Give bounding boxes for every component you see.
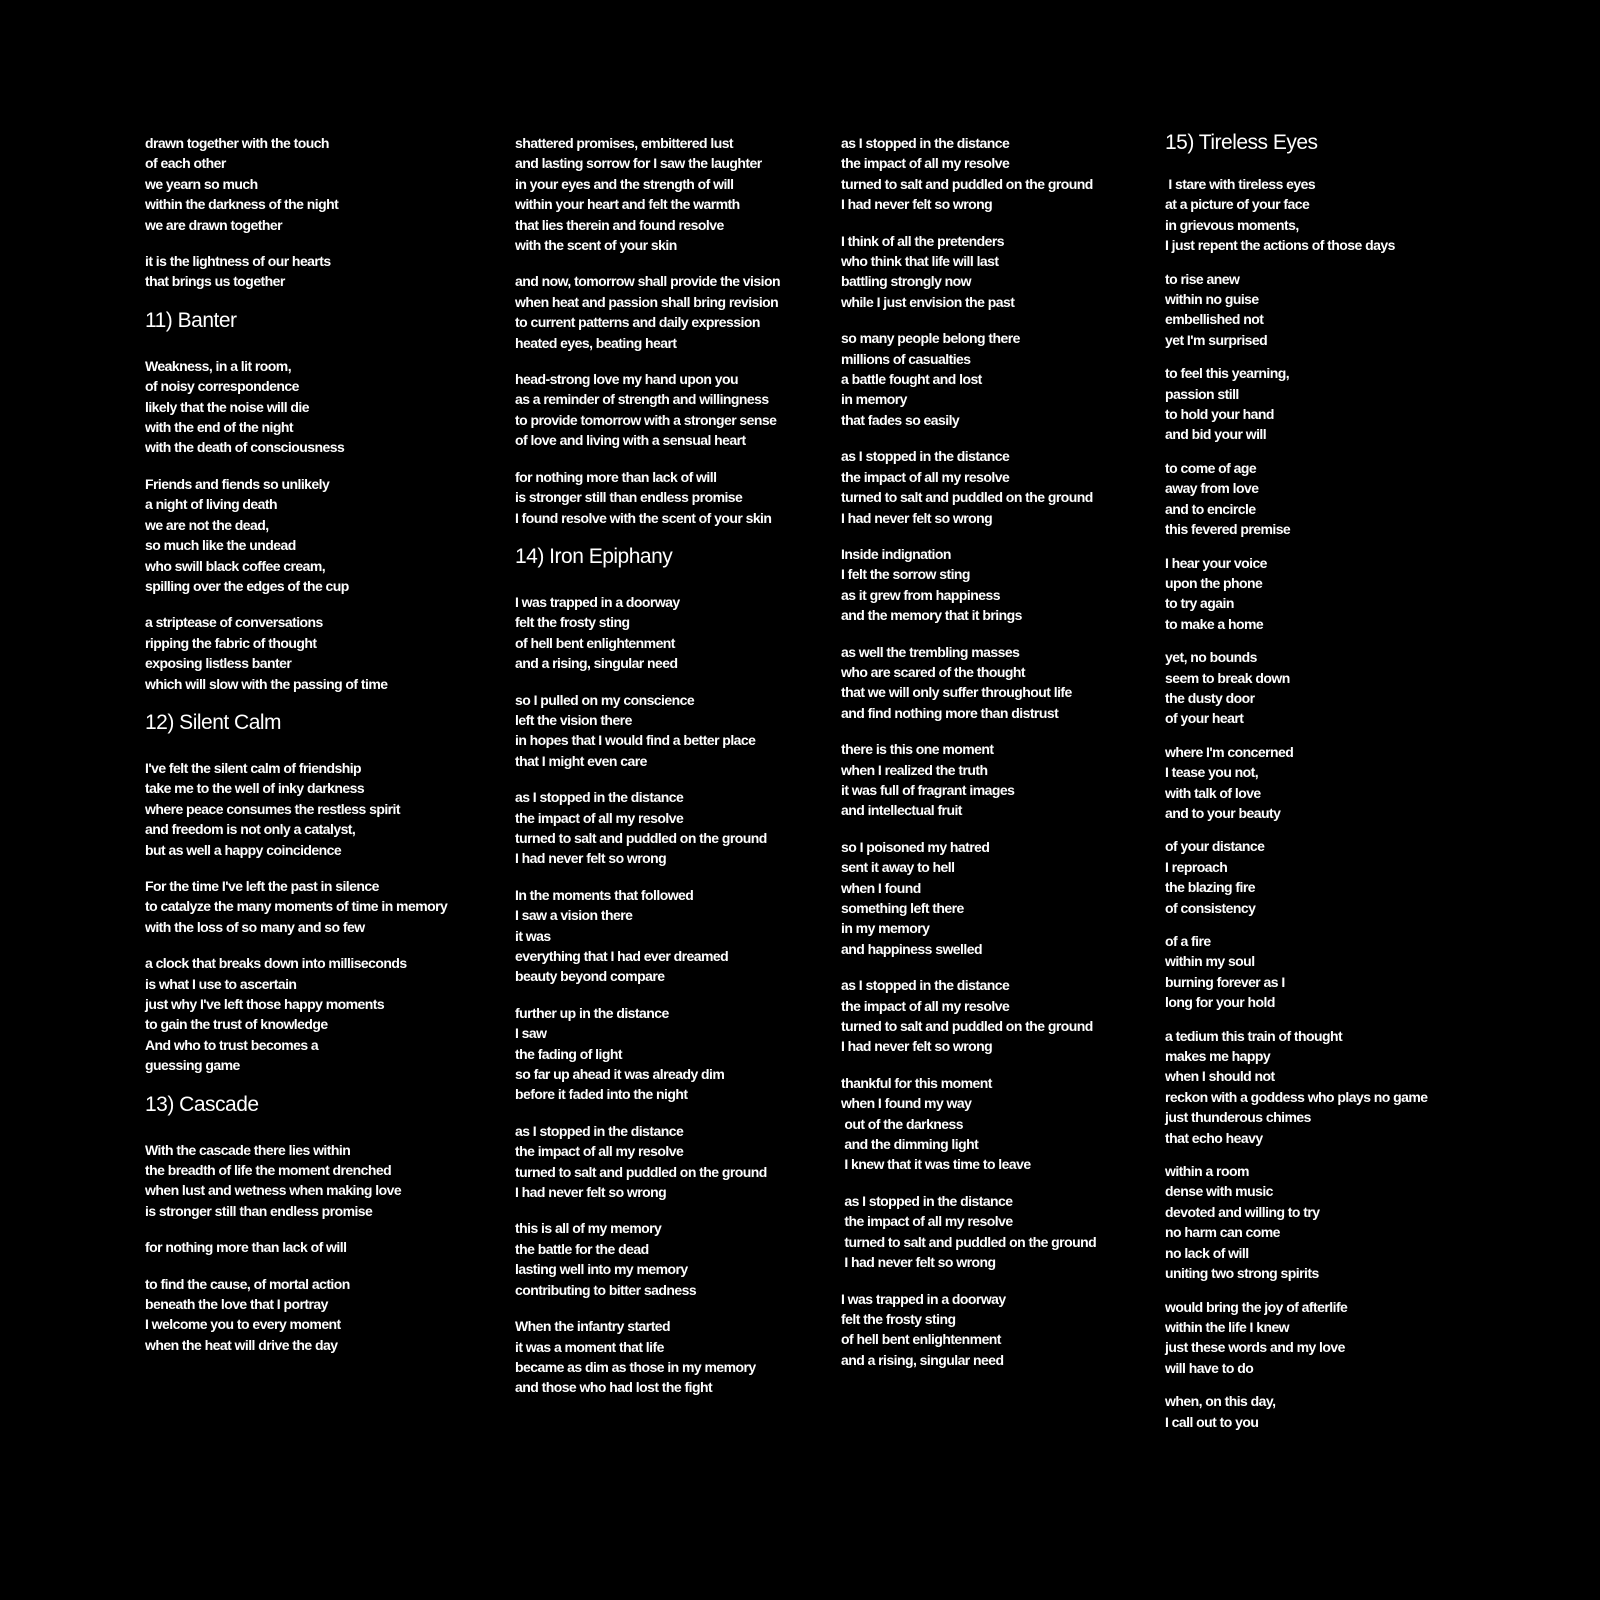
poem-title: 11) Banter [145,308,237,332]
poem-line: I hear your voice [1165,554,1267,571]
poem-line: beauty beyond compare [515,968,665,985]
poem-line: that lies therein and found resolve [515,216,724,233]
poem-line: turned to salt and puddled on the ground [515,1163,767,1180]
column-3 [841,133,1141,1386]
poem-line: is what I use to ascertain [145,975,297,992]
poem-line: I reproach [1165,858,1228,875]
poem-line: of hell bent enlightenment [515,634,675,651]
stanza [145,1140,485,1222]
stanza [515,369,835,451]
poem-line: as it grew from happiness [841,586,1000,603]
poem-line: Friends and fiends so unlikely [145,475,330,492]
poem-line: within my soul [1165,953,1255,970]
poem-line: the impact of all my resolve [841,997,1010,1014]
poem-line: Weakness, in a lit room, [145,357,292,374]
poem-line: just thunderous chimes [1165,1109,1311,1126]
stanza [1165,742,1485,824]
poem-line: with talk of love [1165,784,1261,801]
poem-line: for nothing more than lack of will [515,468,717,485]
poem-line: that echo heavy [1165,1129,1263,1146]
stanza [515,467,835,528]
poem-line: And who to trust becomes a [145,1036,319,1053]
poem-line: of each other [145,155,226,172]
poem-line: further up in the distance [515,1004,669,1021]
poem-line: of noisy correspondence [145,378,299,395]
poem-line: we yearn so much [145,175,258,192]
poem-line: head-strong love my hand upon you [515,371,738,388]
poem-line: this fevered premise [1165,521,1291,538]
poem-line: and now, tomorrow shall provide the vision [515,273,780,290]
poem-line: For the time I've left the past in silence [145,877,379,894]
poem-line: out of the darkness [841,1115,964,1132]
poem-line: the blazing fire [1165,879,1255,896]
poem-line: drawn together with the touch [145,135,329,151]
poem-line: I stare with tireless eyes [1165,176,1316,192]
poem-line: and a rising, singular need [515,655,678,672]
poem-line: When the infantry started [515,1318,671,1335]
poem-line: I saw a vision there [515,907,633,924]
poem-line: who think that life will last [841,253,999,270]
poem-line: a clock that breaks down into milliseconds [145,955,407,972]
poem-line: I welcome you to every moment [145,1316,341,1333]
poem-line: this is all of my memory [515,1220,662,1237]
poem-line: left the vision there [515,711,632,728]
stanza [145,612,485,694]
poem-line: to find the cause, of mortal action [145,1275,350,1292]
poem-line: as a reminder of strength and willingness [515,391,769,408]
poem-line: of love and living with a sensual heart [515,432,746,449]
poem-line: within your heart and felt the warmth [515,196,740,213]
poem-line: as I stopped in the distance [515,789,684,806]
poem-line: uniting two strong spirits [1165,1265,1319,1282]
poem-line: became as dim as those in my memory [515,1358,756,1375]
stanza [1165,931,1485,1013]
poem-line: and to encircle [1165,500,1256,517]
poem-line: of consistency [1165,899,1256,916]
poem-line: to feel this yearning, [1165,365,1290,382]
poem-line: which will slow with the passing of time [145,675,388,692]
poem-line: upon the phone [1165,574,1263,591]
poem-line: in your eyes and the strength of will [515,175,734,192]
poem-line: and a rising, singular need [841,1351,1004,1368]
stanza [145,1237,485,1257]
poem-line: within the darkness of the night [145,196,339,213]
poem-line: in memory [841,391,907,408]
poem-line: within the life I knew [1165,1318,1290,1335]
poem-title: 15) Tireless Eyes [1165,131,1318,154]
stanza [515,690,835,772]
poem-line: we are not the dead, [145,516,269,533]
poem-line: devoted and willing to try [1165,1203,1320,1220]
stanza [1165,836,1485,918]
poem-line: with the loss of so many and so few [145,918,365,935]
poem-line: it was a moment that life [515,1338,664,1355]
poem-line: I had never felt so wrong [841,196,993,213]
poem-line: beneath the love that I portray [145,1296,328,1313]
poem-line: the impact of all my resolve [515,1143,684,1160]
poem-line: and to your beauty [1165,804,1281,821]
poem-line: I've felt the silent calm of friendship [145,759,362,776]
poem-line: everything that I had ever dreamed [515,948,729,964]
poem-title: 12) Silent Calm [145,710,282,734]
poem-line: as well the trembling masses [841,643,1020,660]
poem-line: will have to do [1165,1359,1254,1376]
poem-line: while I just envision the past [841,293,1015,310]
stanza [1165,647,1485,729]
poem-line: with the scent of your skin [515,237,677,254]
poem-line: that brings us together [145,273,285,290]
poem-line: with the death of consciousness [145,439,345,456]
poem-line: when heat and passion shall bring revision [515,293,779,310]
poem-line: it was full of fragrant images [841,781,1015,798]
poem-line: as I stopped in the distance [515,1122,684,1139]
poem-line: when, on this day, [1165,1393,1276,1410]
poem-line: as I stopped in the distance [841,448,1010,465]
poem-line: so much like the undead [145,537,296,554]
stanza [515,592,835,674]
poem-line: turned to salt and puddled on the ground [841,1018,1093,1035]
stanza [145,1274,485,1356]
poem-line: so I poisoned my hatred [841,838,990,855]
poem-line: I had never felt so wrong [841,509,993,526]
poem-line: who are scared of the thought [841,663,1025,680]
stanza [1165,269,1485,351]
poem-line: turned to salt and puddled on the ground [841,1233,1097,1250]
poem-line: that I might even care [515,752,647,769]
poem-line: to try again [1165,595,1234,612]
poem-line: Inside indignation [841,545,951,562]
poem-line: at a picture of your face [1165,196,1310,213]
poem-line: just these words and my love [1165,1339,1345,1356]
poem-line: in my memory [841,920,930,937]
poem-line: and lasting sorrow for I saw the laughter [515,155,762,172]
stanza [515,787,835,869]
stanza [515,271,835,353]
poem-line: embellished not [1165,311,1264,328]
stanza [841,739,1141,821]
poem-line: as I stopped in the distance [841,1192,1013,1209]
stanza [1165,1161,1485,1283]
poem-line: and freedom is not only a catalyst, [145,821,356,838]
stanza [1165,1391,1485,1432]
poem-line: just why I've left those happy moments [145,996,385,1012]
poem-line: passion still [1165,385,1239,402]
poem-line: long for your hold [1165,994,1275,1011]
poem-line: I was trapped in a doorway [841,1290,1006,1307]
poem-line: take me to the well of inky darkness [145,780,365,797]
poem-line: a tedium this train of thought [1165,1027,1343,1044]
stanza [145,251,485,292]
poem-line: as I stopped in the distance [841,135,1010,151]
poem-line: I knew that it was time to leave [841,1156,1031,1173]
stanza [841,328,1141,430]
column-4 [1165,130,1485,1445]
poem-line: is stronger still than endless promise [515,489,743,506]
poem-line: I was trapped in a doorway [515,593,680,610]
poem-line: there is this one moment [841,741,994,758]
stanza [1165,1026,1485,1148]
poem-line: as I stopped in the distance [841,977,1010,994]
poem-line: of your distance [1165,838,1265,855]
stanza [841,133,1141,215]
poem-line: dense with music [1165,1183,1273,1200]
poem-line: I found resolve with the scent of your skin [515,509,772,526]
poem-line: thankful for this moment [841,1074,992,1091]
poem-line: battling strongly now [841,273,971,290]
poem-line: I had never felt so wrong [841,1038,993,1055]
poem-title: 14) Iron Epiphany [515,544,673,568]
poem-line: I saw [515,1025,547,1042]
poem-line: I had never felt so wrong [515,1184,667,1201]
poem-line: no harm can come [1165,1224,1280,1241]
poem-line: that we will only suffer throughout life [841,684,1072,701]
poem-line: guessing game [145,1057,240,1074]
poem-line: the impact of all my resolve [841,468,1010,485]
stanza [1165,174,1485,256]
poem-line: shattered promises, embittered lust [515,135,734,151]
column-1 [145,133,485,1371]
poem-line: exposing listless banter [145,655,292,672]
poem-line: within a room [1165,1163,1249,1180]
poem-line: no lack of will [1165,1244,1249,1261]
poem-line: spilling over the edges of the cup [145,577,349,594]
poem-line: ripping the fabric of thought [145,634,317,651]
poem-line: burning forever as I [1165,973,1285,990]
poem-line: who swill black coffee cream, [145,557,326,574]
column-2 [515,133,835,1414]
poem-line: a striptease of conversations [145,614,323,631]
poem-line: and happiness swelled [841,940,982,957]
poem-line: it was [515,927,551,944]
stanza [515,1003,835,1105]
stanza [1165,553,1485,635]
stanza [1165,363,1485,445]
poem-line: I think of all the pretenders [841,232,1004,249]
stanza [515,133,835,255]
poem-line: yet I'm surprised [1165,331,1268,348]
stanza [841,231,1141,313]
poem-line: reckon with a goddess who plays no game [1165,1088,1428,1105]
poem-line: with the end of the night [145,419,294,436]
poem-line: when the heat will drive the day [145,1336,338,1353]
poem-line: of your heart [1165,710,1244,727]
poem-line: yet, no bounds [1165,649,1257,666]
poem-line: sent it away to hell [841,859,955,876]
poem-line: so I pulled on my conscience [515,691,695,708]
poem-line: I had never felt so wrong [515,850,667,867]
poem-line: we are drawn together [145,216,283,233]
poem-line: it is the lightness of our hearts [145,253,331,270]
poem-line: turned to salt and puddled on the ground [515,829,767,846]
poem-line: when lust and wetness when making love [145,1182,402,1199]
poem-line: With the cascade there lies within [145,1141,351,1158]
poem-line: to gain the trust of knowledge [145,1016,328,1033]
poem-line: the impact of all my resolve [841,155,1010,172]
poem-line: when I found my way [841,1095,972,1112]
poem-line: turned to salt and puddled on the ground [841,489,1093,506]
poem-line: I just repent the actions of those days [1165,237,1395,254]
poem-line: to come of age [1165,459,1257,476]
stanza [145,758,485,860]
poem-line: makes me happy [1165,1048,1271,1065]
poem-line: the fading of light [515,1045,622,1062]
poem-line: In the moments that followed [515,886,694,903]
poem-line: a battle fought and lost [841,371,982,388]
poem-line: is stronger still than endless promise [145,1202,373,1219]
stanza [841,446,1141,528]
poem-line: I felt the sorrow sting [841,566,970,583]
poem-line: to rise anew [1165,270,1240,287]
stanza [841,642,1141,724]
poem-line: turned to salt and puddled on the ground [841,175,1093,192]
poem-line: so far up ahead it was already dim [515,1066,725,1083]
stanza [145,474,485,596]
poem-line: where I'm concerned [1165,743,1294,760]
poem-line: to hold your hand [1165,406,1274,423]
poem-line: and those who had lost the fight [515,1379,713,1396]
poem-line: the dusty door [1165,689,1255,706]
poem-line: when I should not [1165,1068,1275,1085]
poem-line: and bid your will [1165,426,1267,443]
poem-line: and the dimming light [841,1136,979,1153]
poem-line: in grievous moments, [1165,216,1299,233]
poem-line: before it faded into the night [515,1086,688,1103]
poem-title: 13) Cascade [145,1092,259,1116]
poem-line: I call out to you [1165,1413,1259,1430]
poem-line: that fades so easily [841,411,960,428]
poem-line: of hell bent enlightenment [841,1331,1001,1348]
poem-line: and find nothing more than distrust [841,704,1059,721]
stanza [145,356,485,458]
poem-line: and the memory that it brings [841,607,1022,624]
poem-line: the impact of all my resolve [515,809,684,826]
poem-line: to make a home [1165,615,1264,632]
poem-line: within no guise [1165,291,1259,308]
poem-line: to catalyze the many moments of time in memory [145,898,448,915]
poem-line: to current patterns and daily expression [515,314,760,331]
stanza [841,1289,1141,1371]
stanza [841,544,1141,626]
stanza [841,1073,1141,1175]
poem-line: so many people belong there [841,330,1020,347]
poem-line: I had never felt so wrong [841,1254,996,1271]
poem-line: felt the frosty sting [841,1310,956,1327]
stanza [841,1191,1141,1273]
poem-line: away from love [1165,480,1259,497]
poem-line: something left there [841,900,964,916]
poem-line: the breadth of life the moment drenched [145,1162,392,1179]
poem-line: when I found [841,879,921,896]
stanza [515,1316,835,1398]
poem-line: to provide tomorrow with a stronger sense [515,411,777,428]
stanza [841,837,1141,959]
poem-line: felt the frosty sting [515,614,630,631]
poem-line: contributing to bitter sadness [515,1281,697,1298]
poem-line: but as well a happy coincidence [145,841,342,858]
poem-line: would bring the joy of afterlife [1165,1298,1348,1315]
stanza [1165,1297,1485,1379]
poem-line: seem to break down [1165,669,1290,686]
poem-line: the impact of all my resolve [841,1213,1013,1230]
poem-line: where peace consumes the restless spirit [145,800,401,817]
poem-line: I tease you not, [1165,764,1259,781]
stanza [515,1218,835,1300]
poem-line: when I realized the truth [841,761,988,778]
stanza [145,876,485,937]
poem-line: millions of casualties [841,350,971,367]
poem-line: likely that the noise will die [145,398,309,415]
poem-line: a night of living death [145,496,278,513]
stanza [1165,458,1485,540]
stanza [515,1121,835,1203]
poem-line: and intellectual fruit [841,802,962,819]
poem-line: heated eyes, beating heart [515,334,677,351]
stanza [515,885,835,987]
stanza [145,953,485,1075]
poem-line: the battle for the dead [515,1240,649,1257]
stanza [841,975,1141,1057]
poem-line: for nothing more than lack of will [145,1239,347,1256]
poem-line: lasting well into my memory [515,1261,688,1278]
poem-line: in hopes that I would find a better place [515,732,756,749]
poem-line: of a fire [1165,933,1211,949]
stanza [145,133,485,235]
